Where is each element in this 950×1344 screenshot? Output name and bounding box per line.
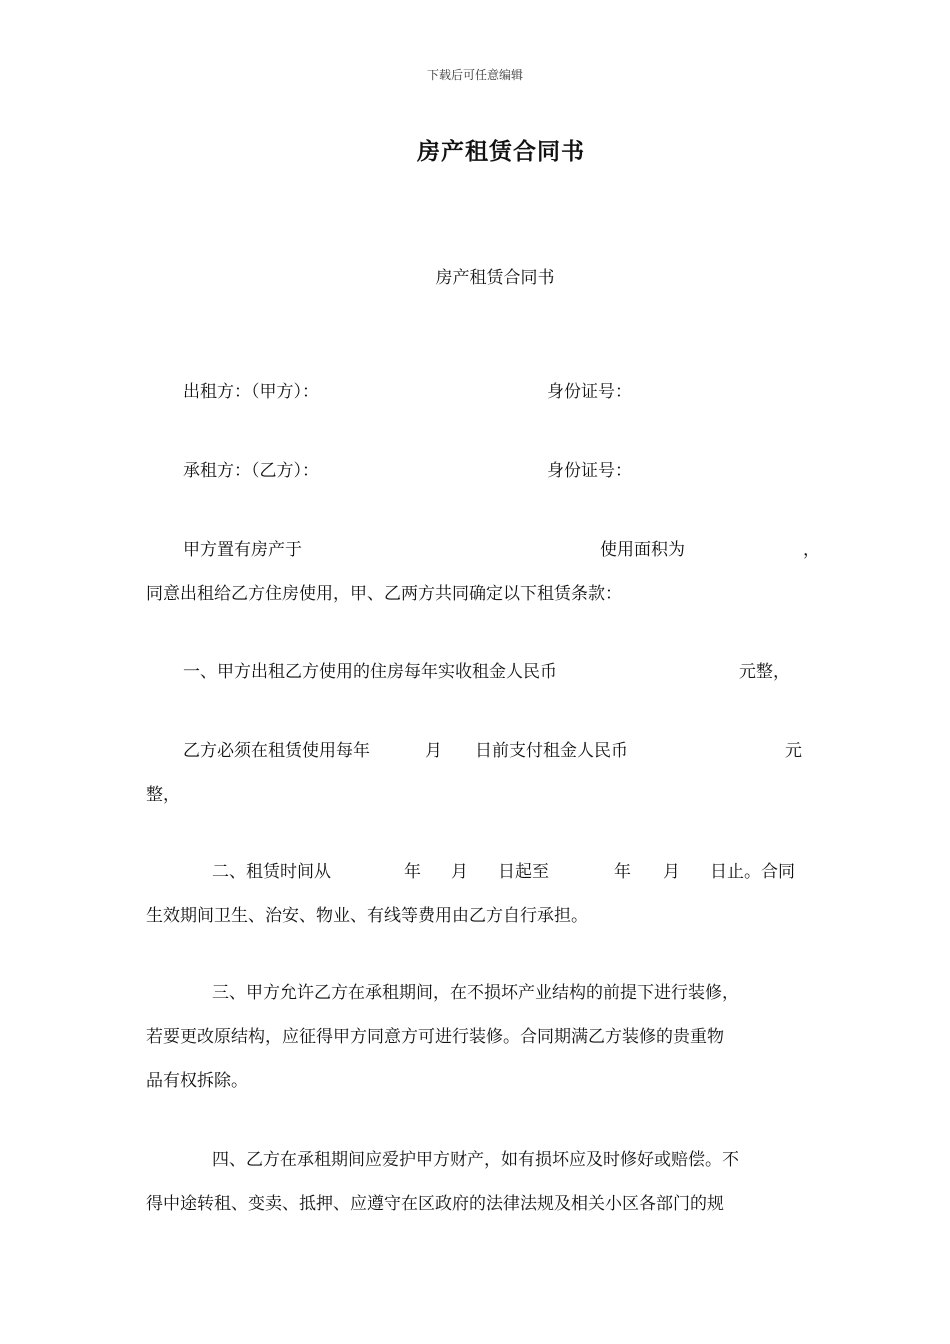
clause1-line2-a: 乙方必须在租赁使用每年 bbox=[183, 741, 370, 761]
intro-comma: ， bbox=[803, 540, 820, 560]
clause3-line1: 三、甲方允许乙方在承租期间，在不损坏产业结构的前提下进行装修， bbox=[212, 983, 739, 1003]
clause3-line2: 若要更改原结构，应征得甲方同意方可进行装修。合同期满乙方装修的贵重物 bbox=[146, 1027, 724, 1047]
intro-agree-line: 同意出租给乙方住房使用，甲、乙两方共同确定以下租赁条款： bbox=[146, 584, 622, 604]
clause2-month1: 月 bbox=[451, 862, 468, 882]
document-title: 房产租赁合同书 bbox=[417, 138, 585, 165]
clause4-line2: 得中途转租、变卖、抵押、应遵守在区政府的法律法规及相关小区各部门的规 bbox=[146, 1194, 724, 1214]
clause1-line1: 一、甲方出租乙方使用的住房每年实收租金人民币 bbox=[183, 662, 557, 682]
clause1-line2-b: 日前支付租金人民币 bbox=[475, 741, 628, 761]
clause2-month2: 月 bbox=[663, 862, 680, 882]
clause4-line1: 四、乙方在承租期间应爱护甲方财产，如有损坏应及时修好或赔偿。不 bbox=[212, 1150, 739, 1170]
clause2-year1: 年 bbox=[404, 862, 421, 882]
clause2-year2: 年 bbox=[614, 862, 631, 882]
clause1-line1-end: 元整， bbox=[739, 662, 790, 682]
intro-usable-area: 使用面积为 bbox=[600, 540, 685, 560]
clause1-line2-yuan: 元 bbox=[785, 741, 802, 761]
party-a-label: 出租方：（甲方）： bbox=[183, 382, 319, 402]
header-note: 下载后可任意编辑 bbox=[426, 68, 523, 82]
party-b-id-label: 身份证号： bbox=[547, 461, 632, 481]
clause2-day1: 日起至 bbox=[498, 862, 549, 882]
clause1-line2-month: 月 bbox=[425, 741, 442, 761]
party-a-id-label: 身份证号： bbox=[547, 382, 632, 402]
clause2-line2: 生效期间卫生、治安、物业、有线等费用由乙方自行承担。 bbox=[146, 906, 588, 926]
clause2-start: 二、租赁时间从 bbox=[212, 862, 331, 882]
clause3-line3: 品有权拆除。 bbox=[146, 1071, 248, 1091]
document-subtitle: 房产租赁合同书 bbox=[435, 268, 555, 288]
clause2-end: 日止。合同 bbox=[710, 862, 795, 882]
intro-owns-property: 甲方置有房产于 bbox=[183, 540, 302, 560]
party-b-label: 承租方：（乙方）： bbox=[183, 461, 319, 481]
clause1-line3: 整， bbox=[146, 785, 180, 805]
